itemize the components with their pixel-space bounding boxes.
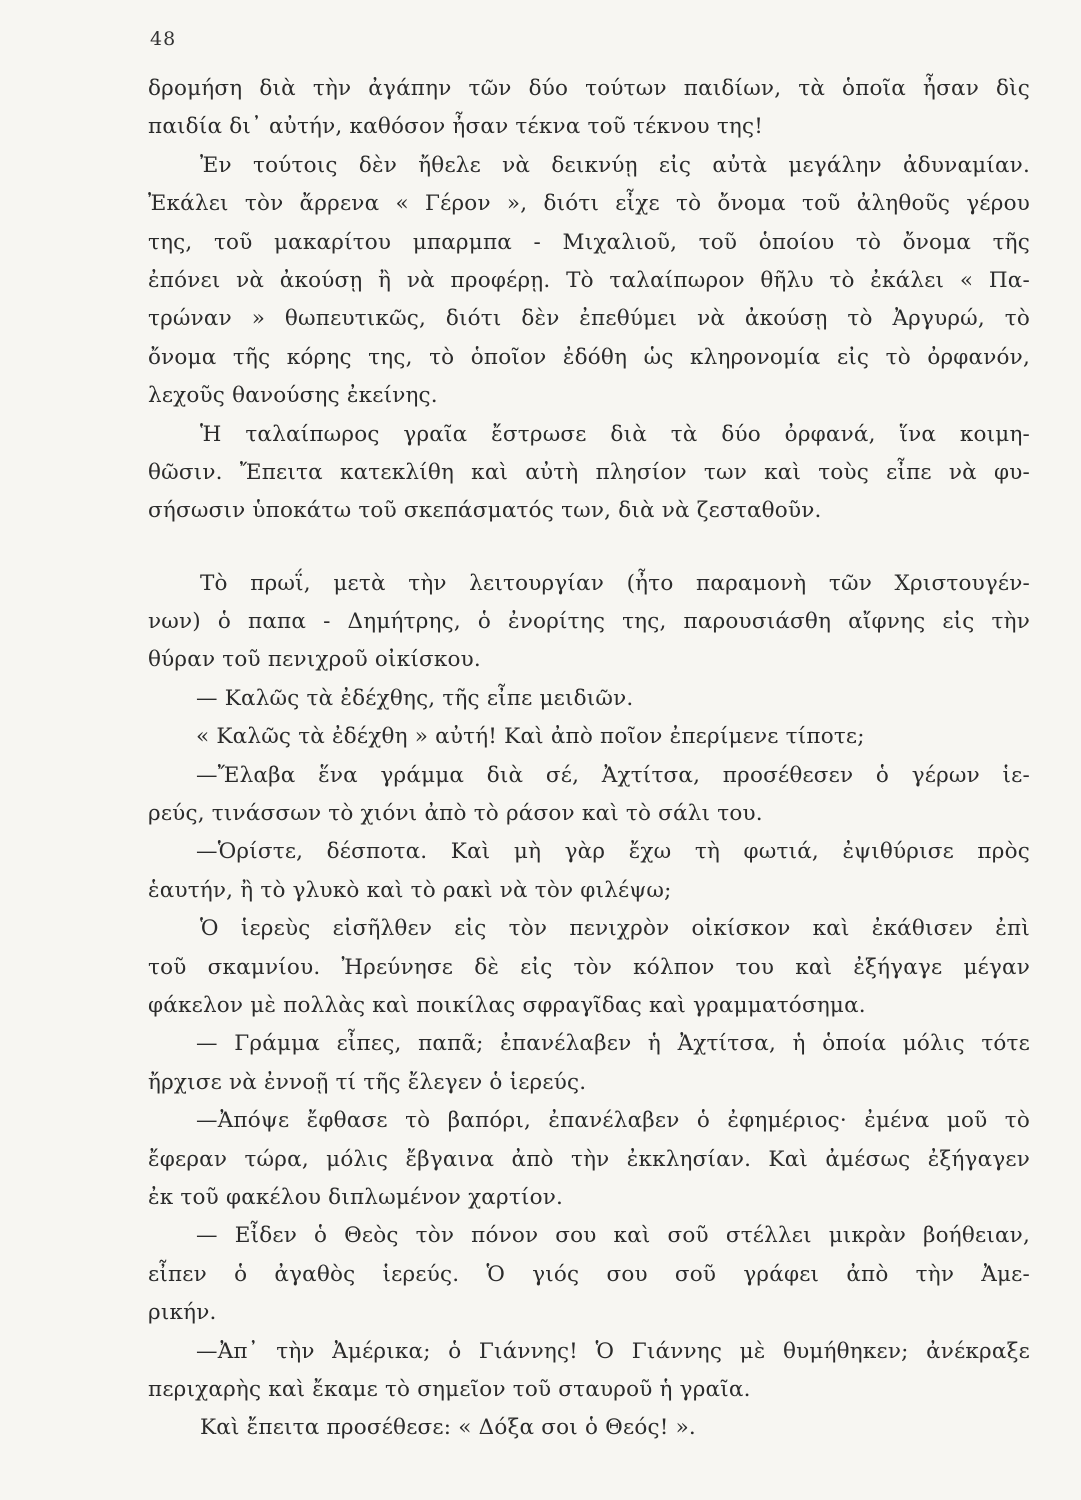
text-line: — Γράμμα εἶπες, παπᾶ; ἐπανέλαβεν ἡ Ἀχτίτσα, ἡ ὁποία μόλις τότε: [196, 1031, 1030, 1057]
text-line: ρεύς, τινάσσων τὸ χιόνι ἀπὸ τὸ ράσον καὶ τὸ σάλι του.: [148, 801, 763, 827]
text-line: ὄνομα τῆς κόρης της, τὸ ὁποῖον ἐδόθη ὡς κληρονομία εἰς τὸ ὀρφανόν,: [148, 344, 1030, 370]
text-line: της, τοῦ μακαρίτου μπαρμπα - Μιχαλιοῦ, τοῦ ὁποίου τὸ ὄνομα τῆς: [148, 229, 1030, 255]
text-line: « Καλῶς τὰ ἐδέχθη » αὐτή! Καὶ ἀπὸ ποῖον ἐπερίμενε τίποτε;: [196, 724, 865, 750]
text-line: περιχαρὴς καὶ ἔκαμε τὸ σημεῖον τοῦ σταυροῦ ἡ γραῖα.: [148, 1376, 751, 1402]
text-line: Ἐκάλει τὸν ἄρρενα « Γέρον », διότι εἶχε τὸ ὄνομα τοῦ ἀληθοῦς γέρου: [148, 191, 1030, 217]
text-line: —Ἔλαβα ἕνα γράμμα διὰ σέ, Ἀχτίτσα, προσέθεσεν ὁ γέρων ἱε-: [196, 762, 1030, 788]
text-line: φάκελον μὲ πολλὰς καὶ ποικίλας σφραγῖδας καὶ γραμματόσημα.: [148, 992, 866, 1018]
text-line: εἶπεν ὁ ἀγαθὸς ἱερεύς. Ὁ γιός σου σοῦ γράφει ἀπὸ τὴν Ἀμε-: [148, 1261, 1030, 1287]
text-line: ἑαυτήν, ἢ τὸ γλυκὸ καὶ τὸ ρακὶ νὰ τὸν φιλέψω;: [148, 877, 672, 903]
text-line: ρικήν.: [148, 1300, 217, 1326]
text-line: — Εἶδεν ὁ Θεὸς τὸν πόνον σου καὶ σοῦ στέλλει μικρὰν βοήθειαν,: [196, 1223, 1030, 1249]
text-line: παιδία δι᾽ αὐτήν, καθόσον ἦσαν τέκνα τοῦ τέκνου της!: [148, 114, 764, 140]
text-line: Ἐν τούτοις δὲν ἤθελε νὰ δεικνύῃ εἰς αὐτὰ μεγάλην ἀδυναμίαν.: [200, 152, 1030, 178]
text-line: σήσωσιν ὑποκάτω τοῦ σκεπάσματός των, διὰ νὰ ζεσταθοῦν.: [148, 498, 822, 524]
text-line: τοῦ σκαμνίου. Ἠρεύνησε δὲ εἰς τὸν κόλπον του καὶ ἐξήγαγε μέγαν: [148, 954, 1030, 980]
paragraph-group-second: [148, 565, 1030, 1448]
text-line: θύραν τοῦ πενιχροῦ οἰκίσκου.: [148, 647, 481, 673]
text-line: ἔφεραν τώρα, μόλις ἔβγαινα ἀπὸ τὴν ἐκκλησίαν. Καὶ ἀμέσως ἐξήγαγεν: [148, 1146, 1030, 1172]
paragraph-group-first: [148, 70, 1030, 531]
text-line: λεχοῦς θανούσης ἐκείνης.: [148, 383, 438, 409]
text-line: ἐκ τοῦ φακέλου διπλωμένον χαρτίον.: [148, 1184, 564, 1210]
text-line: νων) ὁ παπα - Δημήτρης, ὁ ἐνορίτης της, παρουσιάσθη αἴφνης εἰς τὴν: [148, 609, 1030, 635]
text-line: θῶσιν. Ἔπειτα κατεκλίθη καὶ αὐτὴ πλησίον των καὶ τοὺς εἶπε νὰ φυ-: [148, 459, 1030, 485]
text-line: ἤρχισε νὰ ἐννοῇ τί τῆς ἔλεγεν ὁ ἱερεύς.: [148, 1069, 587, 1095]
text-line: Καὶ ἔπειτα προσέθεσε: « Δόξα σοι ὁ Θεός! ».: [200, 1415, 696, 1441]
text-line: — Καλῶς τὰ ἐδέχθης, τῆς εἶπε μειδιῶν.: [196, 685, 634, 711]
text-line: δρομήση διὰ τὴν ἀγάπην τῶν δύο τούτων παιδίων, τὰ ὁποῖα ἦσαν δὶς: [148, 76, 1030, 101]
text-line: —Ἀπόψε ἔφθασε τὸ βαπόρι, ἐπανέλαβεν ὁ ἐφημέριος· ἐμένα μοῦ τὸ: [196, 1108, 1030, 1134]
text-line: Ἡ ταλαίπωρος γραῖα ἔστρωσε διὰ τὰ δύο ὀρφανά, ἵνα κοιμη-: [200, 421, 1030, 447]
text-line: —Ἀπ᾽ τὴν Ἀμέρικα; ὁ Γιάννης! Ὁ Γιάννης μὲ θυμήθηκεν; ἀνέκραξε: [196, 1338, 1030, 1364]
text-line: Ὁ ἱερεὺς εἰσῆλθεν εἰς τὸν πενιχρὸν οἰκίσκον καὶ ἐκάθισεν ἐπὶ: [200, 916, 1030, 942]
text-line: Τὸ πρωΐ, μετὰ τὴν λειτουργίαν (ἦτο παραμονὴ τῶν Χριστουγέν-: [200, 570, 1030, 596]
page-number: 48: [150, 28, 177, 50]
text-line: —Ὁρίστε, δέσποτα. Καὶ μὴ γὰρ ἔχω τὴ φωτιά, ἐψιθύρισε πρὸς: [196, 839, 1030, 865]
body-text: [148, 70, 1030, 1448]
section-gap: [148, 531, 1030, 565]
text-line: ἐπόνει νὰ ἀκούσῃ ἢ νὰ προφέρῃ. Τὸ ταλαίπωρον θῆλυ τὸ ἐκάλει « Πα-: [148, 267, 1030, 293]
text-line: τρώναν » θωπευτικῶς, διότι δὲν ἐπεθύμει νὰ ἀκούσῃ τὸ Ἀργυρώ, τὸ: [148, 306, 1030, 332]
